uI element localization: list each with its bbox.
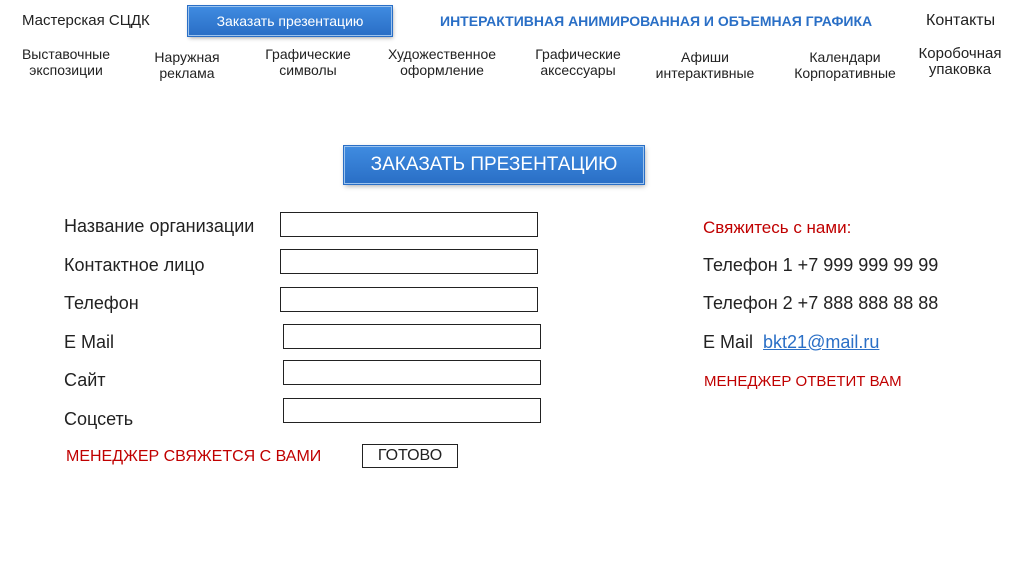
manager-will-reply-note: МЕНЕДЖЕР ОТВЕТИТ ВАМ — [704, 373, 902, 390]
order-presentation-button[interactable]: Заказать презентацию — [188, 6, 392, 36]
contacts-link[interactable]: Контакты — [926, 12, 996, 29]
social-label: Соцсеть — [64, 409, 134, 429]
nav-item-line2: реклама — [159, 65, 215, 81]
contact-heading: Свяжитесь с нами: — [703, 218, 852, 237]
interactive-graphics-link[interactable]: ИНТЕРАКТИВНАЯ АНИМИРОВАННАЯ И ОБЪЕМНАЯ ГРАФИКА — [440, 13, 873, 29]
email-link[interactable]: bkt21@mail.ru — [763, 332, 880, 352]
nav-item-line1: Художественное — [387, 46, 497, 62]
nav-item-line1: Выставочные — [21, 46, 111, 62]
nav-item-line1: Афиши — [681, 49, 729, 65]
organization-label: Название организации — [64, 216, 255, 236]
nav-item-line1: Наружная — [154, 49, 220, 65]
nav-item-corporate-calendars[interactable] — [794, 49, 896, 81]
nav-item-line2: оформление — [400, 62, 484, 78]
nav-item-line2: Корпоративные — [794, 65, 896, 81]
nav-item-art-design[interactable] — [388, 46, 496, 78]
nav-item-exhibitions[interactable] — [22, 46, 110, 78]
nav-item-line1: Календари — [809, 49, 881, 65]
site-label: Сайт — [64, 370, 106, 390]
phone-2: Телефон 2 +7 888 888 88 88 — [703, 293, 939, 313]
nav-item-graphic-symbols[interactable] — [265, 46, 351, 78]
contact-person-label: Контактное лицо — [64, 255, 205, 275]
nav-item-interactive-posters[interactable] — [656, 49, 755, 81]
submit-button[interactable]: ГОТОВО — [362, 444, 458, 468]
nav-item-line2: аксессуары — [540, 62, 616, 78]
organization-input[interactable] — [280, 212, 538, 237]
nav-item-line2: экспозиции — [29, 62, 103, 78]
social-input[interactable] — [283, 398, 541, 423]
manager-will-contact-note: МЕНЕДЖЕР СВЯЖЕТСЯ С ВАМИ — [66, 448, 322, 465]
contact-email — [703, 332, 879, 353]
nav-item-line1: Графические — [265, 46, 351, 62]
phone-label: Телефон — [64, 293, 139, 313]
contact-person-input[interactable] — [280, 249, 538, 274]
nav-item-line2: упаковка — [928, 61, 992, 78]
nav-item-line2: символы — [279, 62, 337, 78]
nav-item-box-packaging[interactable] — [919, 46, 1002, 78]
form-title-button[interactable]: ЗАКАЗАТЬ ПРЕЗЕНТАЦИЮ — [344, 146, 644, 184]
nav-item-line2: интерактивные — [655, 65, 755, 81]
nav-item-line1: Коробочная — [918, 45, 1002, 62]
contact-email-label: E Mail — [703, 332, 754, 352]
brand-name: Мастерская СЦДК — [22, 12, 150, 29]
nav-item-graphic-accessories[interactable] — [535, 46, 621, 78]
nav-item-outdoor-advertising[interactable] — [154, 49, 219, 81]
phone-1: Телефон 1 +7 999 999 99 99 — [703, 255, 939, 275]
email-label: E Mail — [64, 332, 115, 352]
email-input[interactable] — [283, 324, 541, 349]
nav-item-line1: Графические — [535, 46, 621, 62]
site-input[interactable] — [283, 360, 541, 385]
phone-input[interactable] — [280, 287, 538, 312]
